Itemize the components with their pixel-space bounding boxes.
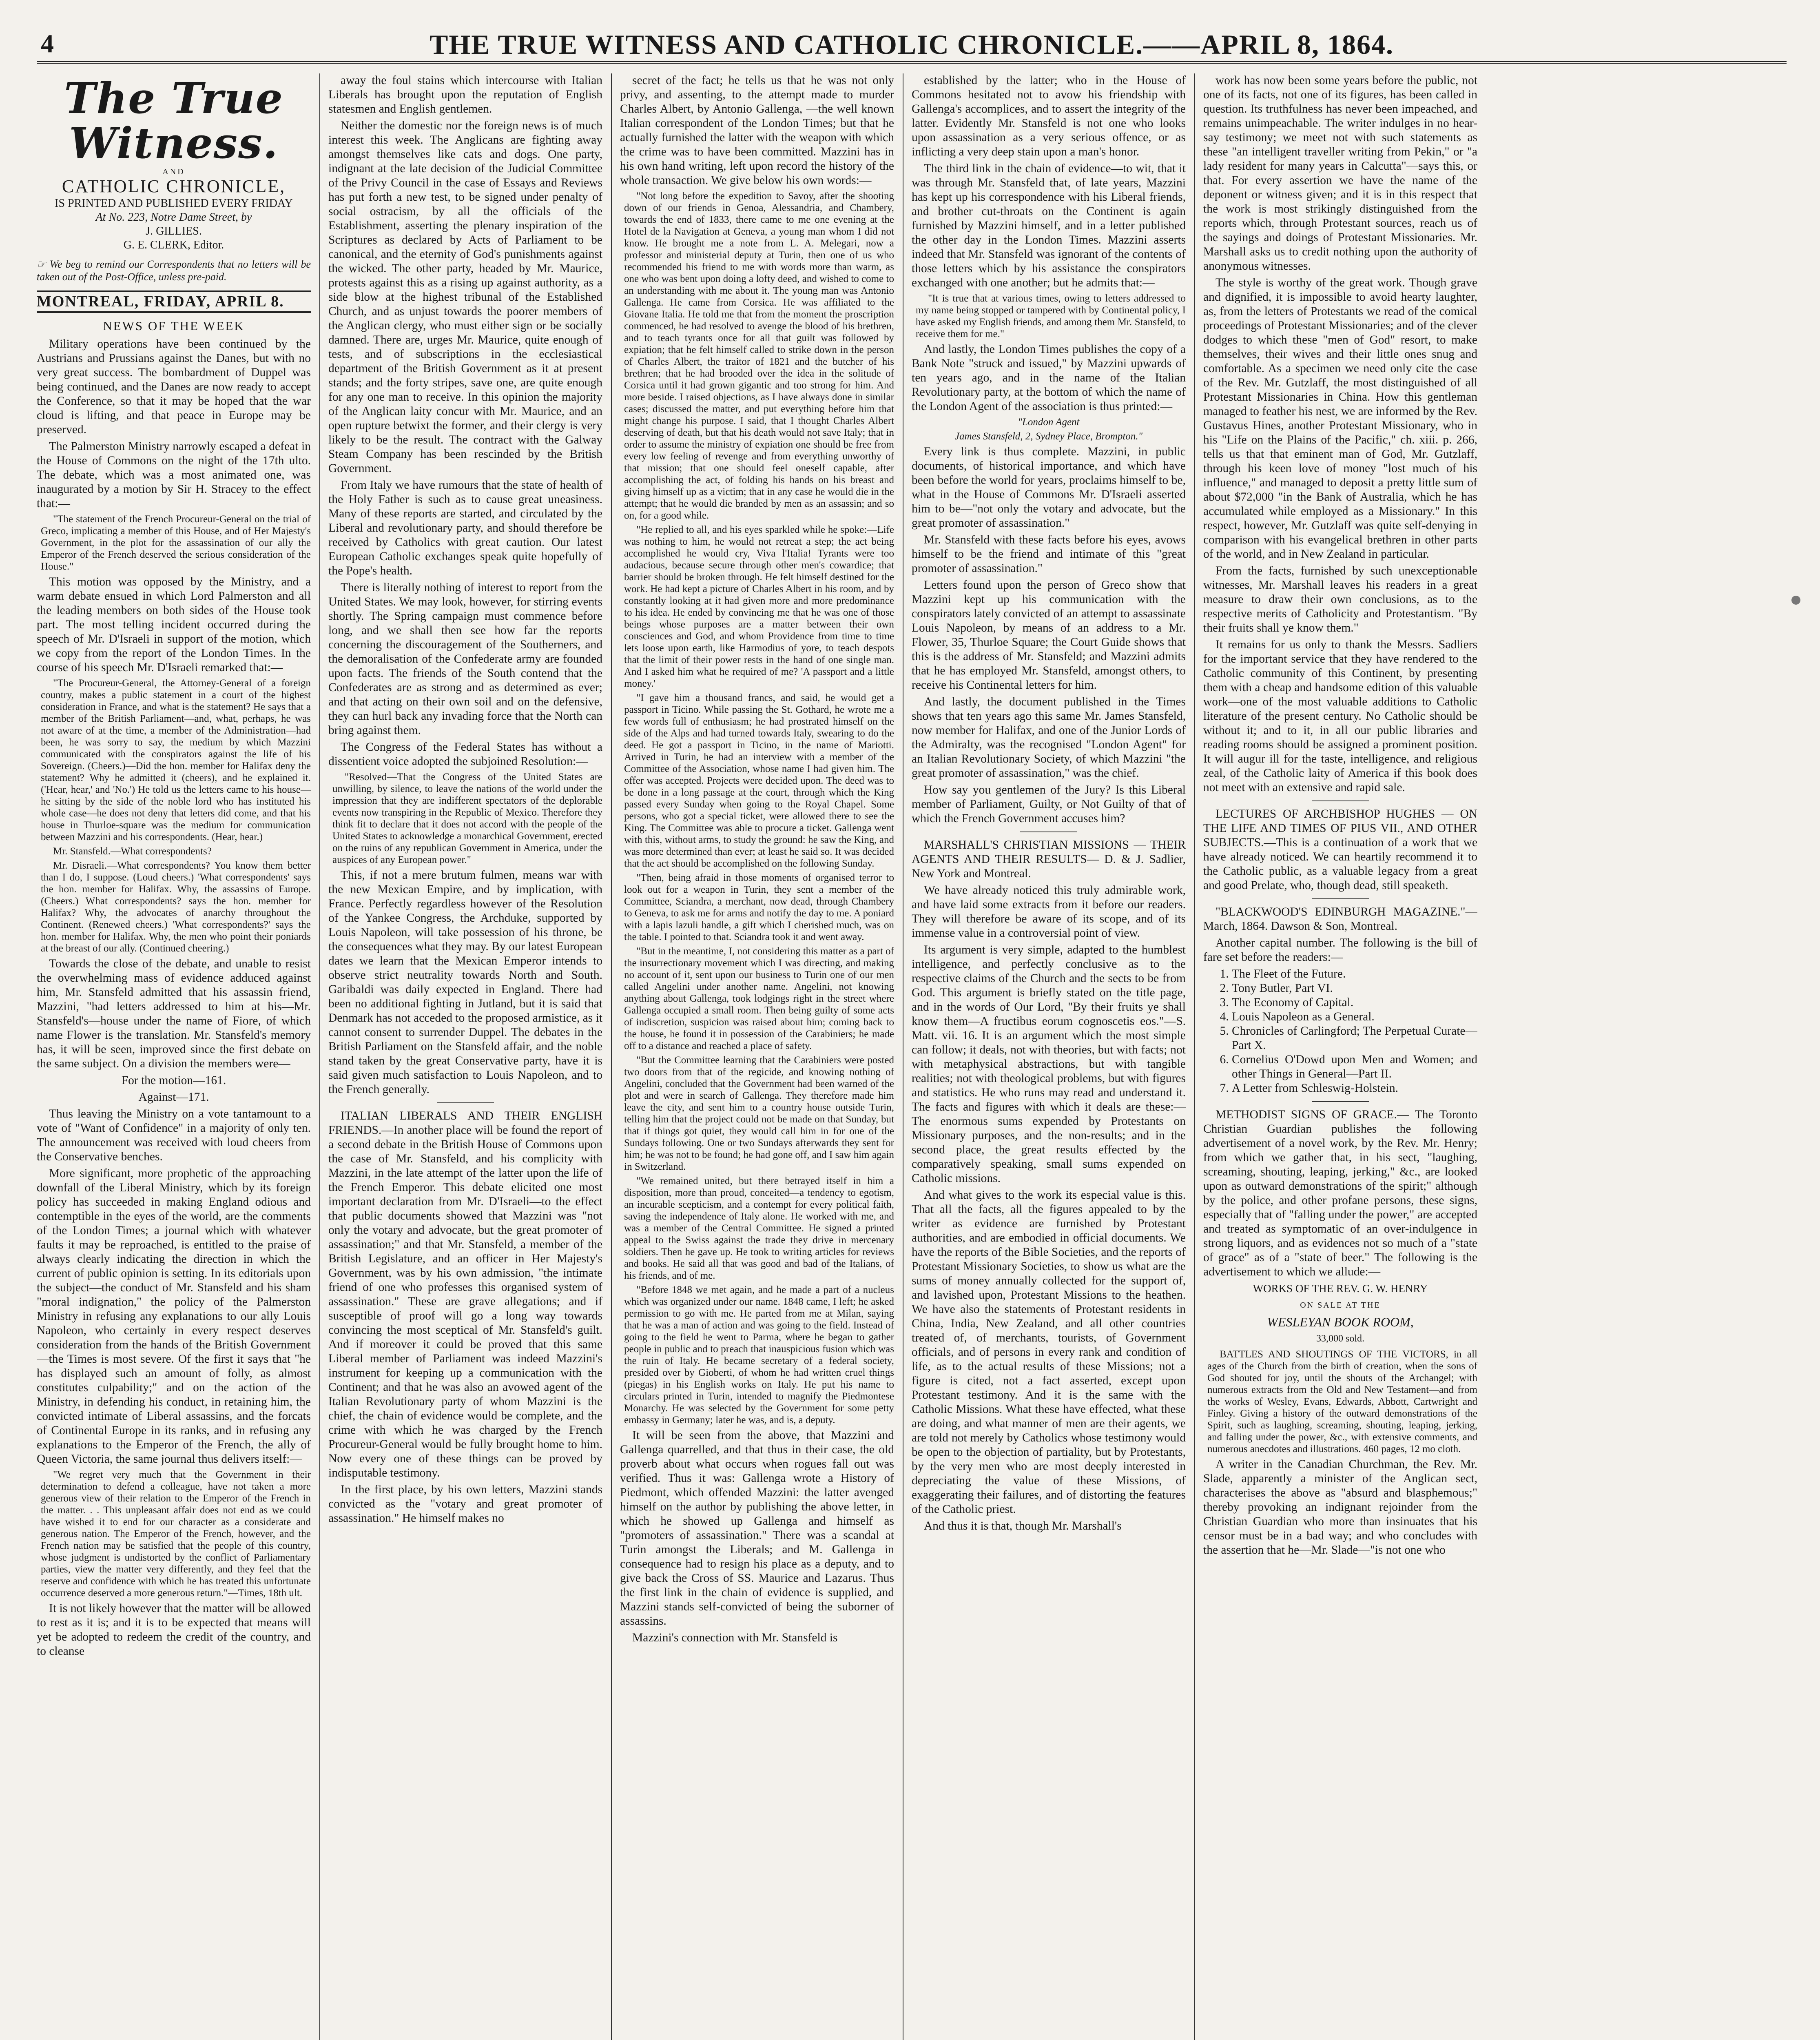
page-header bbox=[37, 29, 1787, 64]
column-rule bbox=[1194, 73, 1195, 2040]
paragraph: It will be seen from the above, that Mazzini and Gallenga quarrelled, and that thus in their case, the old proverb about what occurs when rogues fall out was verified. Thus it was: Gallenga wrote a History of Piedmont, which offended Mazzini: the latter avenged himself on the author by publishing the above letter, in which he showed up Gallenga and himself as "promoters of assassination." There was a scandal at Turin amongst the Liberals; and M. Gallenga in consequence had to resign his place as a deputy, and to give back the Cross of SS. Maurice and Lazarus. Thus the first link in the chain of evidence is supplied, and Mazzini stands self-convicted of being the suborner of assassins. bbox=[620, 1429, 894, 1628]
contents-list bbox=[1203, 967, 1477, 1095]
divider bbox=[1312, 1101, 1369, 1102]
paragraph: From the facts, furnished by such unexceptionable witnesses, Mr. Marshall leaves his readers in a great measure to draw their own conclusions, as to the respective merits of Catholicity and Protestantism. "By their fruits shall ye know them." bbox=[1203, 564, 1477, 634]
advertisement-store: WESLEYAN BOOK ROOM, bbox=[1267, 1315, 1414, 1329]
masthead-and: AND bbox=[162, 167, 185, 176]
masthead bbox=[37, 73, 311, 313]
quotation: "Resolved—That the Congress of the United States are unwilling, by silence, to leave the nations of the world under the impression that they are indifferent spectators of the deplorable events now transpiring in the Republic of Mexico. Therefore they think fit to declare that it does not accord with the people of the United States to acknowledge a monarchical Government, erected on the ruins of any republican Government in America, under the auspices of any European power." bbox=[332, 772, 602, 865]
masthead-address: At No. 223, Notre Dame Street, by bbox=[95, 211, 252, 224]
section-heading-news: NEWS OF THE WEEK bbox=[103, 319, 245, 333]
article-italian-liberals bbox=[328, 1109, 602, 1480]
paragraph: And thus it is that, though Mr. Marshall's bbox=[924, 1519, 1122, 1532]
column-5 bbox=[1203, 73, 1477, 2040]
paragraph: More significant, more prophetic of the approaching downfall of the Liberal Ministry, which by its foreign policy has succeeded in making England odious and contemptible in the eyes of the world, are the comments of the London Times; a journal which with whatever faults it may be reproached, is entitled to the praise of always clearly indicating the direction in which the current of public opinion is setting. In its editorials upon the subject—the conduct of Mr. Stansfeld and his sham "moral indignation," the policy of the Palmerston Ministry in refusing any explanations to our ally Louis Napoleon, who certainly in every respect deserves consideration from the hands of the British Government—the Times is most severe. Of the first it says that "he has displayed such an amount of folly, as almost constitutes culpability;" and on the action of the Ministry, in defending his conduct, in retaining him, the convicted intimate of Liberal assassins, and the forcats of Continental Europe in its ranks, and in refusing any explanations to the Emperor of the French, the ally of Queen Victoria, the same journal thus delivers itself:— bbox=[37, 1167, 311, 1466]
quotation: Mr. Stansfeld.—What correspondents? bbox=[53, 846, 212, 857]
paragraph: And what gives to the work its especial value is this. That all the facts, all the figures appealed to by the writer as evidence are furnished by Protestant authorities, and are embodied in official documents. We have the reports of the Bible Societies, and the reports of Protestant Missionary Societies, to show us what are the sums of money annually collected for the support of, and lavished upon, Protestant Missions to the heathen. We have also the statements of Protestant residents in China, India, New Zealand, and all other countries treated of, of merchants, tourists, of Government officials, and of persons in every rank and condition of life, as to the actual results of these Missions; not a figure is cited, not a fact asserted, except upon Protestant testimony. And it is the same with the Catholic Missions. What these have effected, what these are doing, and what manner of men are their agents, we are told not merely by Catholics whose testimony would be open to the objection of partiality, but by Protestants, by the very men who are most deeply interested in depreciating the value of these Missions, of exaggerating their failures, and of distorting the features of the Catholic priest. bbox=[912, 1189, 1186, 1516]
vote-for: For the motion—161. bbox=[121, 1074, 226, 1087]
paragraph: away the foul stains which intercourse with Italian Liberals has brought upon the reputation of English statesmen and English gentlemen. bbox=[328, 74, 602, 115]
notice-methodist-signs: METHODIST SIGNS OF GRACE.— The Toronto Christian Guardian publishes the following advertisement of a novel work, by the Rev. Mr. Henry; from which we gather that, in his sect, "laughing, screaming, shouting, leaping, jerking," &c., are looked upon as outward demonstrations of the spirit;" although by the police, and other profane persons, these signs, especially that of "falling under the power," are accepted and treated as symptomatic of an over-indulgence in strong liquors, and as evidences not so much of a "state of grace" as of a "state of beer." The following is the advertisement to which we allude:— bbox=[1203, 1108, 1477, 1278]
paragraph: Letters found upon the person of Greco show that Mazzini kept up his communication with the conspirators lately convicted of an attempt to assassinate Louis Napoleon, by means of an address to a Mr. Flower, 35, Thurloe Square; the Court Guide shows that this is the address of Mr. Stansfeld; and Mazzini admits that he has employed Mr. Stansfeld, amongst others, to receive his Continental letters for him. bbox=[912, 579, 1186, 692]
correspondents-notice: ☞ We beg to remind our Correspondents that no letters will be taken out of the Post-Office, unless pre-paid. bbox=[37, 258, 311, 283]
list-item: 7. A Letter from Schleswig-Holstein. bbox=[1232, 1081, 1477, 1095]
paragraph: And lastly, the London Times publishes the copy of a Bank Note "struck and issued," by Mazzini upwards of ten years ago, and in the name of the Italian Revolutionary party, at the bottom of which the name of the London Agent of the association is thus printed:— bbox=[912, 343, 1186, 413]
paragraph: The style is worthy of the great work. Though grave and dignified, it is impossible to avoid hearty laughter, as, from the letters of Protestants we read of the comical proceedings of Protestant Missionaries; and of the clever dodges to which these "men of God" resort, to make themselves, their wives and their little ones snug and comfortable. As a specimen we need only cite the case of the Rev. Mr. Gutzlaff, the most distinguished of all Protestant Missionaries in China. How this gentleman managed to feather his nest, we are informed by the Rev. Gustavus Hines, another Protestant Missionary, who in his "Life on the Plains of the Pacific," ch. xiii. p. 266, tells us that that eminent man of God, Mr. Gutzlaff, through his keen love of money "lost much of his influence," and managed to deposit a pretty little sum of about $72,000 "in the Bank of Australia, which he has accumulated while employed as a Missionary." In this respect, however, Mr. Gutzlaff was quite self-denying in comparison with his evangelical brethren in other parts of the world, and in New Zealand in particular. bbox=[1203, 276, 1477, 561]
article-marshalls-missions bbox=[912, 838, 1186, 881]
column-rule bbox=[319, 73, 320, 2040]
article-heading: ITALIAN LIBERALS AND THEIR ENGLISH FRIENDS. bbox=[328, 1109, 602, 1137]
quotation: "We regret very much that the Government in their determination to defend a colleague, have not taken a more generous view of their relation to the Emperor of the French in the matter. . . This unpleasant affair does not end as we could have wished it to end for our character as a considerate and generous nation. The Emperor of the French, however, and the French nation may be satisfied that the people of this country, whose judgment is undistorted by the conflict of Parliamentary parties, view the matter very differently, and they feel that the reserve and confidence with which he has treated this unfortunate occurrence deserved a more generous return."—Times, 18th ult. bbox=[41, 1469, 311, 1599]
divider bbox=[1312, 898, 1369, 899]
paragraph: This, if not a mere brutum fulmen, means war with the new Mexican Empire, and by implication, with France. Perfectly regardless however of the Resolution of the Yankee Congress, the Archduke, supported by Louis Napoleon, will take possession of his throne, be the consequences what they may. By our latest European dates we learn that the Mexican Emperor intends to observe strict neutrality towards North and South. Garibaldi was daily expected in England. There had been no additional fighting in Jutland, but it is said that Denmark has not acceded to the proposed armistice, as it cannot consent to surrender Duppel. The debates in the British Parliament on the Stansfeld affair, and the noble stand taken by the great Conservative party, have it is said given much satisfaction to Louis Napoleon, and to the French generally. bbox=[328, 869, 602, 1096]
notice-archbishop-hughes: LECTURES OF ARCHBISHOP HUGHES — ON THE LIFE AND TIMES OF PIUS VII., AND OTHER SUBJECTS.—This is a continuation of a work that we have already noticed. We can heartily recommend it to the Catholic public, as a valuable legacy from a great and good Prelate, who, though dead, still speaketh. bbox=[1203, 807, 1477, 892]
quotation: Mr. Disraeli.—What correspondents? You know them better than I do, I suppose. (Loud cheers.) 'What correspondents' says the hon. member for Halifax. Why, the assassins of Europe. (Cheers.) What correspondents? says the hon. member for Halifax? Why, the advocates of anarchy throughout the Continent. (Renewed cheers.) 'What correspondents?' says the hon. member for Halifax. Why, the men who point their poniards at the breast of our ally. (Continued cheering.) bbox=[41, 860, 311, 954]
paragraph: It remains for us only to thank the Messrs. Sadliers for the important service that they have rendered to the Catholic community of this Continent, by presenting them with a cheap and handsome edition of this valuable work—one of the most valuable additions to Catholic literature of the present century. No Catholic should be without it; and to it, in all our public libraries and reading rooms should be assigned a prominent position. It will augur ill for the taste, intelligence, and religious zeal, of the Catholic laity of America if this book does not meet with an extensive and rapid sale. bbox=[1203, 638, 1477, 794]
quotation-agent: "London Agent bbox=[1018, 417, 1080, 428]
paragraph: The third link in the chain of evidence—to wit, that it was through Mr. Stansfeld that, of late years, Mazzini has kept up his correspondence with his Liberal friends, and brother cut-throats on the Continent is again furnished by Mazzini himself, and in a letter published the other day in the London Times. Mazzini asserts indeed that Mr. Stansfeld was ignorant of the contents of those letters which by his assistance the conspirators exchanged with one another; but he admits that:— bbox=[912, 162, 1186, 289]
paragraph: In the first place, by his own letters, Mazzini stands convicted as the "votary and great promoter of assassination." He himself makes no bbox=[328, 1483, 602, 1525]
paragraph: Towards the close of the debate, and unable to resist the overwhelming mass of evidence adduced against him, Mr. Stansfeld admitted that his assassin friend, Mazzini, "had letters addressed to him at his—Mr. Stansfeld's—house under the name of Fiore, of which name Flower is the translation. Mr. Stansfeld's memory has, it will be seen, improved since the first debate on the same subject. On a division the members were— bbox=[37, 957, 311, 1070]
paragraph: Thus leaving the Ministry on a vote tantamount to a vote of "Want of Confidence" in a majority of only ten. The announcement was received with loud cheers from the Conservative benches. bbox=[37, 1107, 311, 1163]
article-columns bbox=[37, 73, 1787, 2040]
column-4 bbox=[912, 73, 1186, 2040]
paragraph: It is not likely however that the matter will be allowed to rest as it is; and it is to be expected that means will yet be adopted to redeem the credit of the country, and to cleanse bbox=[37, 1602, 311, 1658]
list-item: 4. Louis Napoleon as a General. bbox=[1232, 1010, 1477, 1024]
paragraph: secret of the fact; he tells us that he was not only privy, and assenting, to the attempt made to murder Charles Albert, by Antonio Gallenga, —the well known Italian correspondent of the London Times; but that he actually furnished the latter with the weapon with which the crime was to have been committed. Mazzini has in his own hand writing, left upon record the history of the whole transaction. We give below his own words:— bbox=[620, 74, 894, 187]
advertisement-text: BATTLES AND SHOUTINGS OF THE VICTORS, in all ages of the Church from the birth of creation, when the sons of God shouted for joy, until the shouts of the Archangel; with numerous extracts from the Old and New Testament—and from the works of Wesley, Evans, Edwards, Abbott, Cartwright and Finley. Giving a history of the outward demonstrations of the Spirit, such as laughing, screaming, shouting, leaping, jerking, and falling under the power, &c., with extensive comments, and numerous anecdotes and illustrations. 460 pages, 12 mo cloth. bbox=[1207, 1349, 1477, 1455]
dateline: MONTREAL, FRIDAY, APRIL 8. bbox=[37, 290, 311, 313]
paragraph: established by the latter; who in the House of Commons hesitated not to avow his friendship with Gallenga's accomplices, and to assert the integrity of the latter. Evidently Mr. Stansfeld is not one who looks upon assassination as a very serious offence, or as inflicting a very deep stain upon a man's honor. bbox=[912, 74, 1186, 158]
paragraph: Its argument is very simple, adapted to the humblest intelligence, and perfectly conclusive as to the respective claims of the Church and the sects to be from God. This argument is briefly stated on the title page, and in the words of Our Lord, "By their fruits ye shall know them—A fructibus eorum cognoscetis eos."—S. Matt. vii. 16. It is an argument which the most simple can follow; it deals, not with theories, but with facts; not with metaphysical abstractions, but with tangible realities; not with theological problems, but with figures and statistics. He who runs may read and understand it. The facts and figures with which it deals are these:—The enormous sums expended by Protestants on Missionary purposes, and the non-results; and in the second place, the great results effected by the comparatively speaking, small sums expended on Catholic missions. bbox=[912, 943, 1186, 1185]
paragraph: Military operations have been continued by the Austrians and Prussians against the Danes, but with no very great success. The bombardment of Duppel was being continued, and the Danes are now ready to accept the Conference, so that it may be hoped that the war cloud is lifting, and that peace in Europe may be preserved. bbox=[37, 337, 311, 436]
article-text: — D. & J. Sadlier, New York and Montreal. bbox=[912, 853, 1186, 880]
notice-blackwoods: "BLACKWOOD'S EDINBURGH MAGAZINE."— March, 1864. Dawson & Son, Montreal. bbox=[1203, 905, 1477, 933]
column-rule bbox=[611, 73, 612, 2040]
masthead-printer: J. GILLIES. bbox=[146, 225, 202, 237]
page-number: 4 bbox=[41, 29, 54, 58]
quotation: "Before 1848 we met again, and he made a part of a nucleus which was organized under our name. 1848 came, I left; he asked permission to go with me. He parted from me at Milan, saying that he was a man of action and was going to the field. Instead of going to the field he went to Parma, where he began to gather people in public and to preach that inauspicious fusion which was the ruin of Italy. He became secretary of a federal society, presided over by Gioberti, of whom he had written cruel things (piegas) in his English works on Italy. He put his name to circulars printed in Turin, intended to magnify the Piedmontese Monarchy. He was selected by the Government for some petty embassy in Germany; later he was, and is, a deputy. bbox=[624, 1284, 894, 1426]
paragraph: And lastly, the document published in the Times shows that ten years ago this same Mr. James Stansfeld, now member for Halifax, and one of the Junior Lords of the Admiralty, was the recognised "London Agent" for an Italian Revolutionary Society, of which Mazzini "the great promoter of assassination," was the chief. bbox=[912, 695, 1186, 780]
quotation: "The Procureur-General, the Attorney-General of a foreign country, makes a public statement in a court of the highest consideration in France, and what is the statement? He says that a member of the British Parliament—and, what, perhaps, he was not aware of at the time, a member of the Administration—had been, he was sorry to say, the medium by which Mazzini communicated with the conspirators against the life of his Sovereign. (Cheers.)—Did the hon. member for Halifax deny the statement? Why he admitted it (cheers), and he explained it. ('Hear, hear,' and 'No.') He told us the letters came to his house—he sitting by the side of the noble lord who has instituted his whole case—he does not deny that letters did come, and that his house in Thurloe-square was the medium for communication between Mazzini and his correspondents. (Hear, hear.) bbox=[41, 678, 311, 843]
quotation: "I gave him a thousand francs, and said, he would get a passport in Ticino. While passing the St. Gothard, he wrote me a few words full of enthusiasm; he had prostrated himself on the side of the Alps and had turned towards Italy, swearing to do the deed. He got a passport in Ticino, in the name of Mariotti. Arrived in Turin, he had an interview with a member of the Committee of the Association, whose name I had given him. The offer was accepted. Projects were decided upon. The deed was to be done in a long passage at the court, through which the King passed every Sunday when going to the Royal Chapel. Some persons, who got a special ticket, were allowed there to see the King. The Committee was able to procure a ticket. Gallenga went with this, without arms, to study the ground: he saw the King, and was more determined than ever; at least he said so. It was decided that the act should be accomplished on the following Sunday. bbox=[624, 692, 894, 869]
masthead-subtitle: CATHOLIC CHRONICLE, bbox=[62, 176, 286, 196]
quotation: "We remained united, but there betrayed itself in him a disposition, more than proud, conceited—a tendency to egotism, an incurable scepticism, and a contempt for every political faith, saving the independence of Italy alone. He worked with me, and was a member of the Central Committee. He signed a printed appeal to the Swiss against the trade they drive in mercenary soldiers. Then he gave up. He took to writing articles for reviews and books. He said all that was good and bad of the Italians, of his friends, and of me. bbox=[624, 1175, 894, 1281]
advertisement-sold: 33,000 sold. bbox=[1316, 1333, 1364, 1344]
paragraph: Every link is thus complete. Mazzini, in public documents, of historical importance, and which have been before the world for years, proclaims himself to be, what in the House of Commons Mr. D'Israeli asserted him to be—"not only the votary and advocate, but the great promoter of assassination." bbox=[912, 445, 1186, 530]
column-2 bbox=[328, 73, 602, 2040]
list-item: 3. The Economy of Capital. bbox=[1232, 996, 1477, 1010]
quotation: "But the Committee learning that the Carabiniers were posted two doors from that of the regicide, and knowing nothing of Angelini, concluded that the Government had been warned of the plot and were in search of Gallenga. They therefore made him leave the city, and sent him to a country house outside Turin, telling him that the project could not be made on that Sunday, but that if things got quiet, they would call him in for one of the Sundays following. One or two Sundays afterwards they sent for him; he was not to be found; he had gone off, and I saw him again in Switzerland. bbox=[624, 1055, 894, 1172]
paragraph: Mazzini's connection with Mr. Stansfeld is bbox=[632, 1631, 838, 1644]
masthead-title: The True Witness. bbox=[64, 73, 283, 168]
quotation: "It is true that at various times, owing to letters addressed to my name being stopped or tampered with by Continental policy, I have asked my English friends, and among them Mr. Stansfeld, to receive them for me." bbox=[916, 293, 1186, 339]
vote-against: Against—171. bbox=[138, 1091, 209, 1104]
quotation: "Then, being afraid in those moments of organised terror to look out for a weapon in Turin, they sent a member of the Committee, Sciandra, a merchant, now dead, through Chambery to Geneva, to ask me for arms and notify the day to me. A poniard with a lapis lazuli handle, a gift which I cherished much, was on the table. I pointed to that. Sciandra took it and went away. bbox=[624, 872, 894, 942]
column-1 bbox=[37, 73, 311, 2040]
paragraph: The Congress of the Federal States has without a dissentient voice adopted the subjoined Resolution:— bbox=[328, 741, 602, 768]
paragraph: How say you gentlemen of the Jury? Is this Liberal member of Parliament, Guilty, or Not Guilty of that of which the French Government accuses him? bbox=[912, 783, 1186, 825]
article-text: —In another place will be found the report of a second debate in the British House of Commons upon the case of Mr. Stansfeld, and his complicity with Mazzini, in the late attempt of the latter upon the life of the French Emperor. This debate elicited one most important declaration from Mr. D'Israeli—to the effect that public documents showed that Mazzini was "not only the votary and advocate, but the great promoter of assassination;" and that Mr. Stansfeld, a member of the British Legislature, and an officer in Her Majesty's Government, was by his own admission, "the intimate friend of one who professes this organised system of assassination." These are grave allegations; and if susceptible of proof will go a long way towards convincing the most sceptical of Mr. Stansfeld's guilt. And if moreover it could be proved that this same Liberal member of Parliament was indeed Mazzini's instrument for keeping up a communication with the Continent; and that he was also an avowed agent of the Italian Revolutionary party of whom Mazzini is the chief, the chain of evidence would be complete, and the crime with which he was charged by the French Procureur-General would be fully brought home to him. Now every one of these things can be proved by indisputable testimony. bbox=[328, 1124, 602, 1479]
advertisement-title: WORKS OF THE REV. G. W. HENRY bbox=[1253, 1282, 1428, 1295]
quotation: "The statement of the French Procureur-General on the trial of Greco, implicating a member of this House, and of Her Majesty's Government, in the plot for the assassination of our ally the Emperor of the French deserved the serious consideration of the House." bbox=[41, 514, 311, 572]
paragraph: From Italy we have rumours that the state of health of the Holy Father is such as to cause great uneasiness. Many of these reports are started, and circulated by the Liberal and revolutionary party, and should therefore be received by Catholics with great caution. Our latest European Catholic exchanges speak quite hopefully of the Pope's health. bbox=[328, 479, 602, 577]
list-item: 6. Cornelius O'Dowd upon Men and Women; and other Things in General—Part II. bbox=[1232, 1053, 1477, 1081]
binding-hole-top bbox=[1791, 596, 1800, 605]
quotation: "But in the meantime, I, not considering this matter as a part of the insurrectionary movement which I was directing, and making no account of it, sent upon our business to Turin one of our men called Angelini under another name. Angelini, not knowing anything about Gallenga, took lodgings right in the street where Gallenga occupied a small room. Then being guilty of some acts of indiscretion, suspicion was raised about him; coming back to the house, he found it in possession of the Carabiniers; he made off to a distance and reached a place of safety. bbox=[624, 946, 894, 1051]
advertisement-sale: ON SALE AT THE bbox=[1300, 1301, 1381, 1310]
paragraph: Mr. Stansfeld with these facts before his eyes, avows himself to be the friend and intimate of this "great promoter of assassination." bbox=[912, 533, 1186, 575]
quotation: "He replied to all, and his eyes sparkled while he spoke:—Life was nothing to him, he would not retreat a step; the act being accomplished he would cry, Viva l'Italia! Tyrants were too audacious, because secure through other men's cowardice; that barrier should be broken through. He felt himself destined for the work. He had kept a picture of Charles Albert in his room, and by constantly looking at it had given more and more predominance to his idea. He ended by convincing me that he was one of those beings whose purposes are a matter between their own consciences and God, and whom Providence from time to time lets loose upon earth, like Harmodius of yore, to teach despots that the limit of their power rests in the hand of one single man. And I asked him what he required of me? 'A passport and a little money.' bbox=[624, 524, 894, 689]
masthead-published-line: IS PRINTED AND PUBLISHED EVERY FRIDAY bbox=[55, 197, 293, 210]
paragraph: work has now been some years before the public, not one of its facts, not one of its figures, has been called in question. Its truthfulness has never been impeached, and remains unimpeachable. The writer indulges in no hear-say testimony; we meet not with such statements as these "an intelligent traveller writing from Pekin," or "a lady resident for many years in Calcutta"—says this, or that. For every assertion we have the name of the deponent or witness given; and it is in this respect that the work is most strikingly distinguished from the reports which, through Protestant sources, reach us of the sayings and doings of Protestant Missionaries. Mr. Marshall asks us to credit nothing upon the authority of anonymous witnesses. bbox=[1203, 74, 1477, 273]
list-item: 5. Chronicles of Carlingford; The Perpetual Curate—Part X. bbox=[1232, 1024, 1477, 1053]
paragraph: A writer in the Canadian Churchman, the Rev. Mr. Slade, apparently a minister of the Anglican sect, characterises the above as "absurd and blasphemous;" thereby provoking an indignant rejoinder from the Christian Guardian who more than insinuates that his censor must be in a bad way; and who concludes with the assertion that he—Mr. Slade—"is not one who bbox=[1203, 1458, 1477, 1557]
article-heading: MARSHALL'S CHRISTIAN MISSIONS — THEIR AGENTS AND THEIR RESULTS bbox=[912, 838, 1186, 866]
paragraph: There is literally nothing of interest to report from the United States. We may look, however, for stirring events shortly. The Spring campaign must commence before long, and we shall then see how far the reports concerning the discouragement of the Southerners, and the demoralisation of the Confederate army are founded upon facts. The friends of the South contend that the Confederates are as strong and as determined as ever; and that acting on their own soil and on the defensive, they can hurl back any invading force that the North can bring against them. bbox=[328, 581, 602, 737]
newspaper-page bbox=[37, 29, 1787, 2040]
paragraph: This motion was opposed by the Ministry, and a warm debate ensued in which Lord Palmerston and all the leading members on both sides of the House took part. The most telling incident occurred during the speech of Mr. D'Israeli in support of the motion, which we copy from the report of the London Times. In the course of his speech Mr. D'Israeli remarked that:— bbox=[37, 575, 311, 674]
divider bbox=[1312, 800, 1369, 801]
divider bbox=[437, 1102, 494, 1103]
list-item: 1. The Fleet of the Future. bbox=[1232, 967, 1477, 981]
list-item: 2. Tony Butler, Part VI. bbox=[1232, 981, 1477, 996]
quotation-agent-address: James Stansfeld, 2, Sydney Place, Brompton." bbox=[954, 431, 1143, 442]
quotation: "Not long before the expedition to Savoy, after the shooting down of our friends in Genoa, Alessandria, and Chambery, towards the end of 1833, there came to me one evening at the Hotel de la Navigation at Geneva, a young man whom I did not know. He brought me a note from L. A. Melegari, now a professor and ministerial deputy at Turin, then one of us who recommended his friend to me with words more than warm, as one who was bent upon doing a lofty deed, and wished to come to an understanding with me about it. The young man was Antonio Gallenga. He came from Corsica. He was affiliated to the Giovane Italia. He told me that from the moment the proscription commenced, he had resolved to avenge the blood of his brethren, and to teach tyrants once for all that guilt was followed by expiation; that he felt himself called to strike down in the person of Charles Albert, the traitor of 1821 and the butcher of his brethren; that he had brooded over the idea in the solitude of Corsica until it had grown gigantic and too strong for him. And more beside. I raised objections, as I have always done in similar cases; discussed the matter, and put everything before him that might change his purpose. I said, that I thought Charles Albert deserving of death, but that his death would not save Italy; that in order to assume the ministry of expiation one should be free from every low feeling of revenge and from everything unworthy of that mission; that one should feel oneself capable, after accomplishing the act, of folding his hands on his breast and giving himself up as a victim; that in any case he would die in the attempt; that he would die branded by men as an assassin; and so on, for a good while. bbox=[624, 191, 894, 521]
column-3 bbox=[620, 73, 894, 2040]
paragraph: Another capital number. The following is the bill of fare set before the readers:— bbox=[1203, 936, 1477, 964]
newspaper-header-title: THE TRUE WITNESS AND CATHOLIC CHRONICLE.——APRIL 8, 1864. bbox=[429, 29, 1394, 60]
paragraph: Neither the domestic nor the foreign news is of much interest this week. The Anglicans are fighting away amongst themselves like cats and dogs. One party, indignant at the late decision of the Judicial Committee of the Privy Council in the case of Essays and Reviews has put forth a new test, to be signed under penalty of social ostracism, by all the officials of the Establishment, asserting the plenary inspiration of the Scriptures as declared by Acts of Parliament to be canonical, and the eternity of God's punishments against the wicked. The other party, headed by Mr. Maurice, protests against this as a rising up against authority, as a side blow at the highest tribunal of the Established Church, and as unjust towards the poorer members of the Anglican clergy, who must either sign or be socially damned. There are, urges Mr. Maurice, quite enough of tests, and of subscriptions in the ecclesiastical department of the British Government as it at present stands; and the forty stripes, save one, are quite enough for any one man to receive. In this opinion the majority of the Anglican laity concur with Mr. Maurice, and an open rupture betwixt the former, and their clergy is very likely to be the result. The contract with the Galway Steam Company has been rescinded by the British Government. bbox=[328, 119, 602, 475]
paragraph: The Palmerston Ministry narrowly escaped a defeat in the House of Commons on the night of the 17th ulto. The debate, which was a most animated one, was inaugurated by a motion by Sir H. Stracey to the effect that:— bbox=[37, 440, 311, 510]
paragraph: We have already noticed this truly admirable work, and have laid some extracts from it before our readers. They will therefore be aware of its scope, and of its immense value in a controversial point of view. bbox=[912, 884, 1186, 940]
masthead-editor: G. E. CLERK, Editor. bbox=[123, 239, 224, 251]
